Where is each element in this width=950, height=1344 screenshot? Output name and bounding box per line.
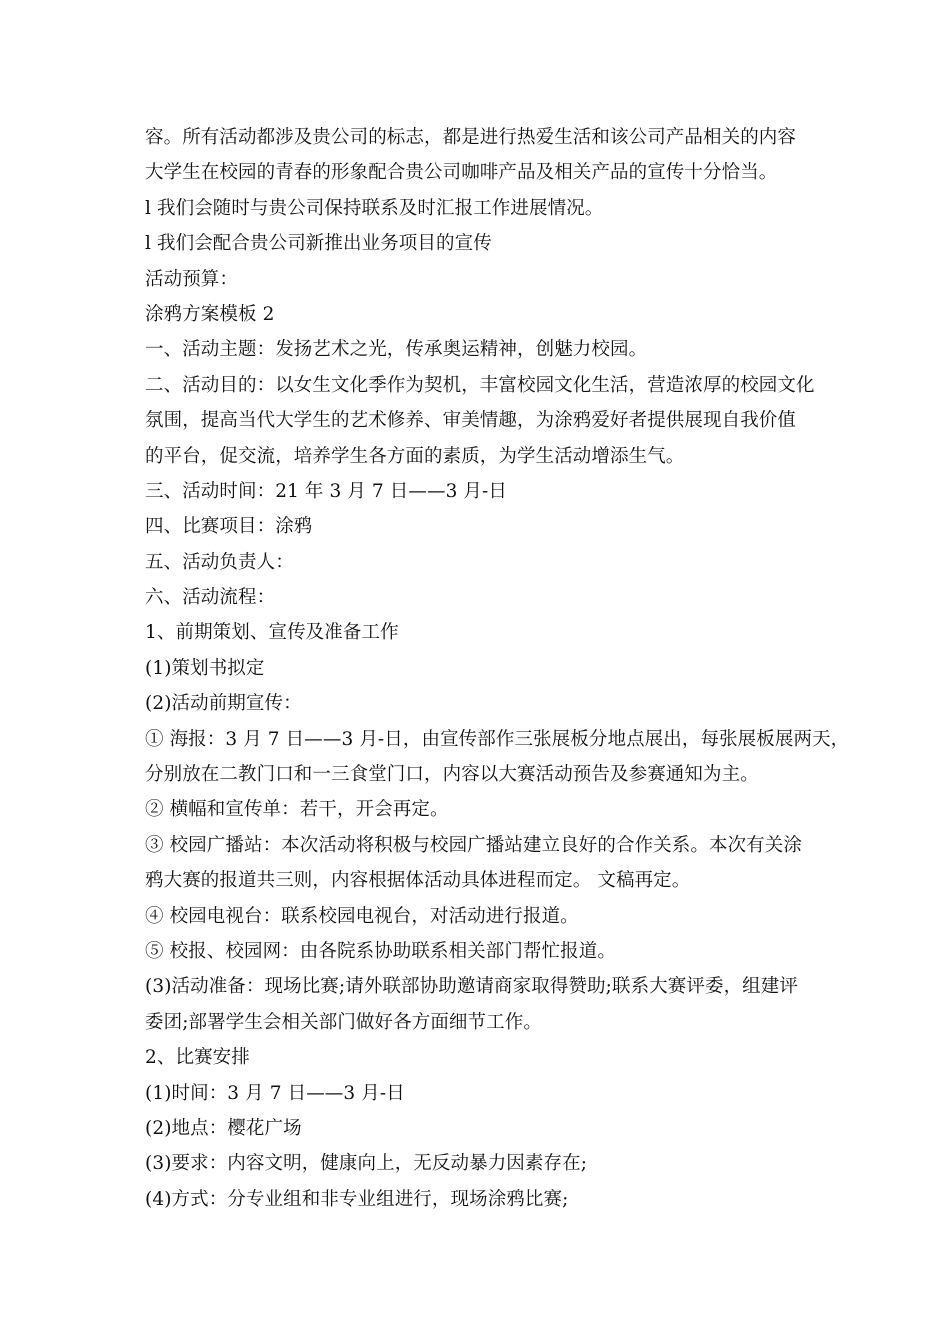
list-item: ① 海报：3 月 7 日——3 月-日，由宣传部作三张展板分地点展出，每张展板展两天， <box>145 728 850 750</box>
section-theme: 一、活动主题：发扬艺术之光，传承奥运精神，创魅力校园。 <box>145 339 648 361</box>
text-line: 氛围，提高当代大学生的艺术修养、审美情趣，为涂鸦爱好者提供展现自我价值 <box>145 410 797 432</box>
text-line: 容。所有活动都涉及贵公司的标志，都是进行热爱生活和该公司产品相关的内容 <box>145 127 797 148</box>
list-item: (2)地点：樱花广场 <box>145 1117 302 1139</box>
budget-heading: 活动预算： <box>145 268 239 290</box>
list-item: ③ 校园广播站：本次活动将积极与校园广播站建立良好的合作关系。本次有关涂 <box>145 834 802 856</box>
list-item: (2)活动前期宣传： <box>145 693 302 715</box>
section-project: 四、比赛项目：涂鸦 <box>145 516 313 538</box>
text-line: 分别放在二教门口和一三食堂门口，内容以大赛活动预告及参赛通知为主。 <box>145 764 759 786</box>
template-title: 涂鸦方案模板 2 <box>145 303 275 325</box>
section-owner: 五、活动负责人： <box>145 551 294 573</box>
section-process: 六、活动流程： <box>145 587 276 609</box>
list-item: (4)方式：分专业组和非专业组进行，现场涂鸦比赛; <box>145 1188 569 1210</box>
list-item: (1)策划书拟定 <box>145 657 265 679</box>
document-body <box>145 120 850 1217</box>
list-item: (1)时间：3 月 7 日——3 月-日 <box>145 1082 405 1104</box>
text-line: 的平台，促交流，培养学生各方面的素质，为学生活动增添生气。 <box>145 445 685 467</box>
text-line: 鸦大赛的报道共三则，内容根据体活动具体进程而定。 文稿再定。 <box>145 870 691 892</box>
list-item: ② 横幅和宣传单：若干，开会再定。 <box>145 799 449 821</box>
section-time: 三、活动时间：21 年 3 月 7 日——3 月-日 <box>145 480 507 502</box>
list-item: (3)活动准备：现场比赛;请外联部协助邀请商家取得赞助;联系大赛评委，组建评 <box>145 976 798 998</box>
text-line: 大学生在校园的青春的形象配合贵公司咖啡产品及相关产品的宣传十分恰当。 <box>145 162 778 184</box>
list-item: ④ 校园电视台：联系校园电视台，对活动进行报道。 <box>145 905 579 927</box>
list-item: (3)要求：内容文明，健康向上，无反动暴力因素存在; <box>145 1153 588 1175</box>
text-line: 委团;部署学生会相关部门做好各方面细节工作。 <box>145 1011 542 1033</box>
bullet-line: l 我们会随时与贵公司保持联系及时汇报工作进展情况。 <box>145 197 604 219</box>
list-item: ⑤ 校报、校园网：由各院系协助联系相关部门帮忙报道。 <box>145 940 616 962</box>
section-purpose: 二、活动目的：以女生文化季作为契机，丰富校园文化生活，营造浓厚的校园文化 <box>145 374 815 396</box>
bullet-line: l 我们会配合贵公司新推出业务项目的宣传 <box>145 233 492 255</box>
subsection-schedule: 2、比赛安排 <box>145 1047 250 1069</box>
subsection-prep: 1、前期策划、宣传及准备工作 <box>145 622 399 644</box>
